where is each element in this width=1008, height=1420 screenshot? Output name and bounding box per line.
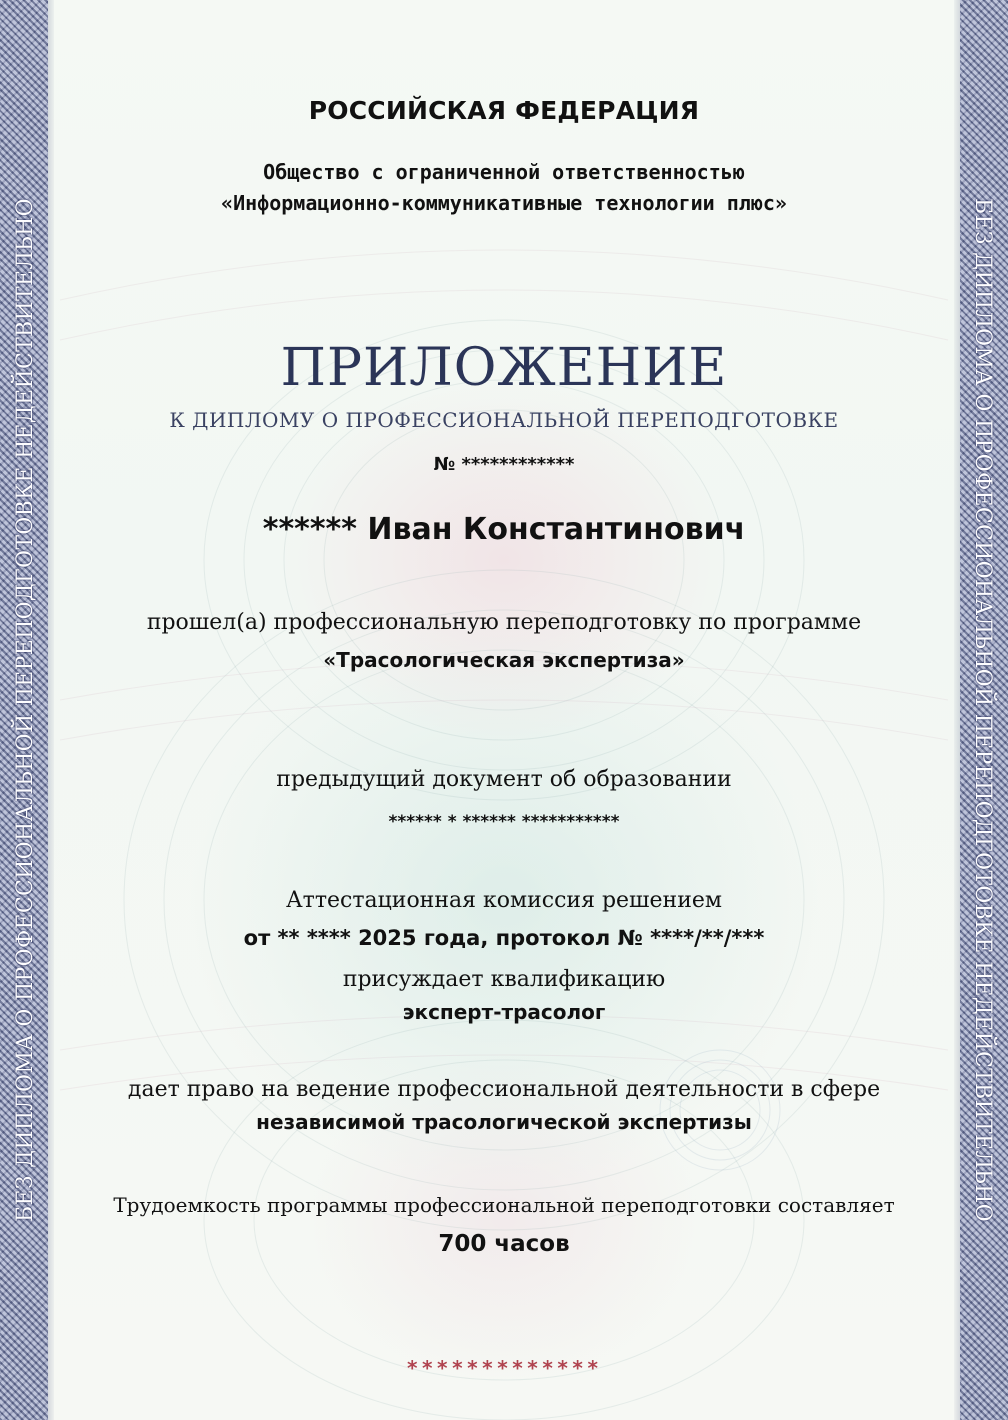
rights-label: дает право на ведение профессиональной деятельности в сфере <box>127 1077 881 1102</box>
country-heading: РОССИЙСКАЯ ФЕДЕРАЦИЯ <box>308 96 700 125</box>
previous-document-value: ****** * ****** *********** <box>388 812 620 832</box>
program-name: «Трасологическая экспертиза» <box>323 648 685 672</box>
workload-label: Трудоемкость программы профессиональной переподготовки составляет <box>113 1193 895 1217</box>
right-border-text: БЕЗ ДИПЛОМА О ПРОФЕССИОНАЛЬНОЙ ПЕРЕПОДГОТОВКЕ НЕДЕЙСТВИТЕЛЬНО <box>970 198 995 1222</box>
document-subtitle: К ДИПЛОМУ О ПРОФЕССИОНАЛЬНОЙ ПЕРЕПОДГОТОВКЕ <box>169 408 839 432</box>
document-title: ПРИЛОЖЕНИЕ <box>280 338 728 398</box>
previous-document-label: предыдущий документ об образовании <box>276 767 732 792</box>
qualification-value: эксперт-трасолог <box>402 1000 606 1024</box>
left-border-text: БЕЗ ДИПЛОМА О ПРОФЕССИОНАЛЬНОЙ ПЕРЕПОДГОТОВКЕ НЕДЕЙСТВИТЕЛЬНО <box>13 198 38 1222</box>
workload-hours: 700 часов <box>438 1231 570 1257</box>
completed-text: прошел(а) профессиональную переподготовку по программе <box>146 610 862 635</box>
footer-serial-stars: ************* <box>406 1356 602 1380</box>
holder-name: ****** Иван Константинович <box>262 512 746 547</box>
organization-line-1: Общество с ограниченной ответственностью <box>263 160 745 184</box>
awards-qualification-label: присуждает квалификацию <box>342 967 666 992</box>
commission-decision: от ** **** 2025 года, протокол № ****/**/*** <box>243 926 765 950</box>
document-number: № ************ <box>433 454 575 475</box>
rights-sphere: независимой трасологической экспертизы <box>256 1110 752 1134</box>
organization-line-2: «Информационно-коммуникативные технологии плюс» <box>221 191 787 215</box>
commission-label: Аттестационная комиссия решением <box>286 888 722 913</box>
